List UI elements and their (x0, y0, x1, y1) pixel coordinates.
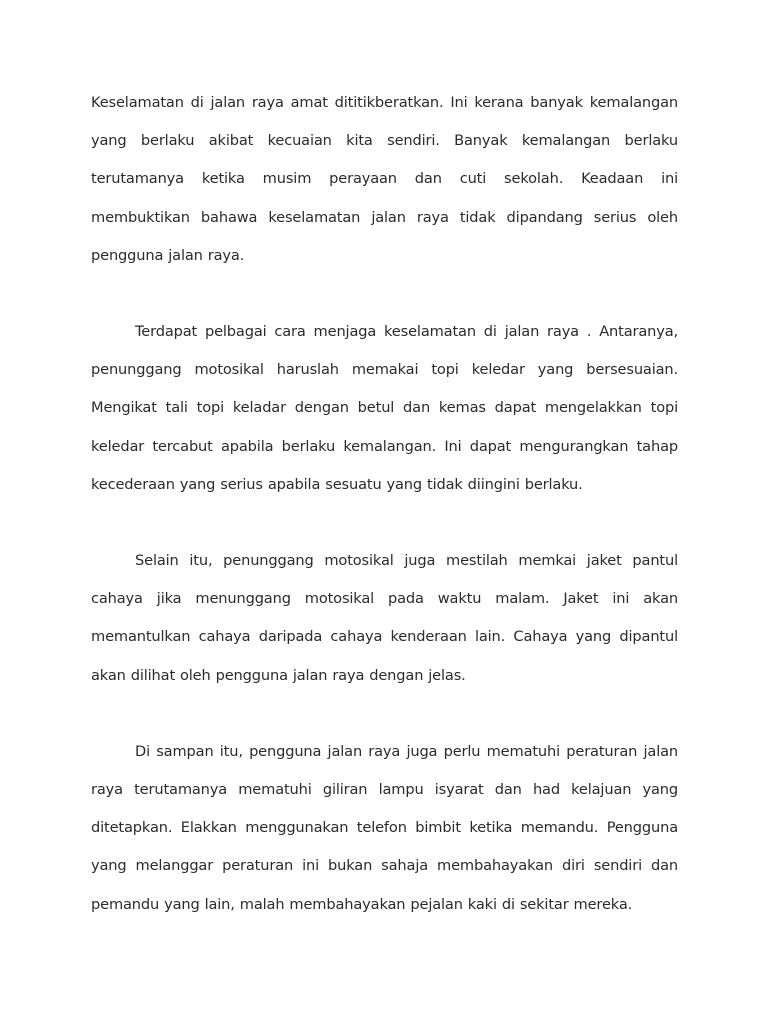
paragraph-helmet: Terdapat pelbagai cara menjaga keselamatan di jalan raya . Antaranya, penunggang motosikal haruslah memakai topi keledar yang bersesuaian. Mengikat tali topi keladar dengan betul dan kemas dapat mengelakkan topi keledar tercabut apabila berlaku kemalangan. Ini dapat mengurangkan tahap kecederaan yang serius apabila sesuatu yang tidak diingini berlaku. (91, 323, 678, 493)
paragraph-reflective-jacket: Selain itu, penunggang motosikal juga mestilah memkai jaket pantul cahaya jika menunggang motosikal pada waktu malam. Jaket ini akan memantulkan cahaya daripada cahaya kenderaan lain. Cahaya yang dipantul akan dilihat oleh pengguna jalan raya dengan jelas. (91, 552, 678, 684)
essay-body (91, 84, 678, 962)
paragraph-intro: Keselamatan di jalan raya amat dititikberatkan. Ini kerana banyak kemalangan yang berlaku akibat kecuaian kita sendiri. Banyak kemalangan berlaku terutamanya ketika musim perayaan dan cuti sekolah. Keadaan ini membuktikan bahawa keselamatan jalan raya tidak dipandang serius oleh pengguna jalan raya. (91, 94, 678, 264)
paragraph-traffic-rules: Di sampan itu, pengguna jalan raya juga perlu mematuhi peraturan jalan raya terutamanya mematuhi giliran lampu isyarat dan had kelajuan yang ditetapkan. Elakkan menggunakan telefon bimbit ketika memandu. Pengguna yang melanggar peraturan ini bukan sahaja membahayakan diri sendiri dan pemandu yang lain, malah membahayakan pejalan kaki di sekitar mereka. (91, 742, 678, 913)
